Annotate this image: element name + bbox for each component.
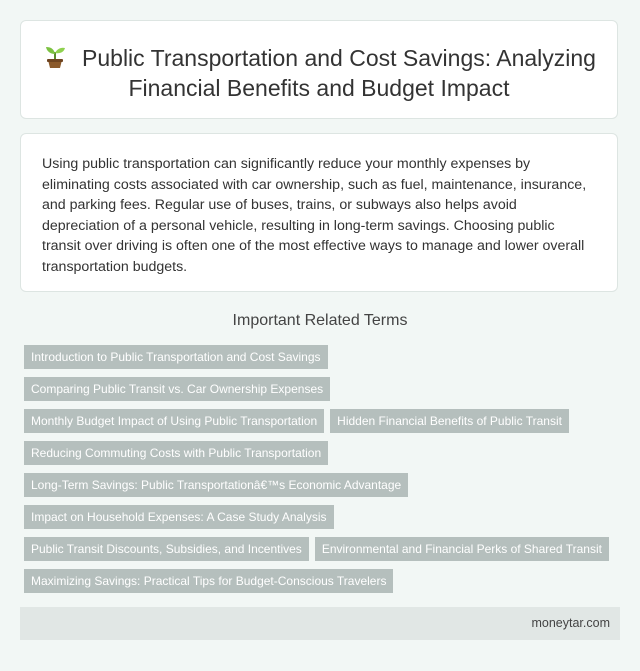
related-terms-heading: Important Related Terms	[232, 312, 408, 329]
related-term-tag[interactable]: Comparing Public Transit vs. Car Ownership Expenses	[24, 377, 330, 401]
page-title	[21, 43, 617, 103]
related-term-tag[interactable]: Monthly Budget Impact of Using Public Transportation	[24, 409, 324, 433]
related-term-tag[interactable]: Hidden Financial Benefits of Public Transit	[330, 409, 569, 433]
description-text: Using public transportation can significantly reduce your monthly expenses by eliminating costs associated with car ownership, such as fuel, maintenance, insurance, and parking fees. Regular use of buses, trains, or subways also helps avoid depreciation of a personal vehicle, resulting in long-term savings. Choosing public transit over driving is often one of the most effective ways to manage and lower overall transportation budgets.	[42, 156, 587, 275]
sprout-icon	[42, 43, 68, 69]
related-terms-list	[24, 345, 620, 593]
related-term-tag[interactable]: Public Transit Discounts, Subsidies, and Incentives	[24, 537, 309, 561]
related-term-tag[interactable]: Long-Term Savings: Public Transportationâ€™s Economic Advantage	[24, 473, 408, 497]
title-card	[20, 20, 618, 119]
description-card	[20, 133, 618, 292]
footer-site-link[interactable]: moneytar.com	[531, 616, 610, 630]
related-term-tag[interactable]: Introduction to Public Transportation and Cost Savings	[24, 345, 328, 369]
page-title-text: Public Transportation and Cost Savings: Analyzing Financial Benefits and Budget Impact	[82, 45, 596, 101]
related-term-tag[interactable]: Environmental and Financial Perks of Shared Transit	[315, 537, 609, 561]
related-term-tag[interactable]: Reducing Commuting Costs with Public Transportation	[24, 441, 328, 465]
footer	[20, 607, 620, 640]
related-term-tag[interactable]: Maximizing Savings: Practical Tips for Budget-Conscious Travelers	[24, 569, 393, 593]
related-term-tag[interactable]: Impact on Household Expenses: A Case Study Analysis	[24, 505, 334, 529]
